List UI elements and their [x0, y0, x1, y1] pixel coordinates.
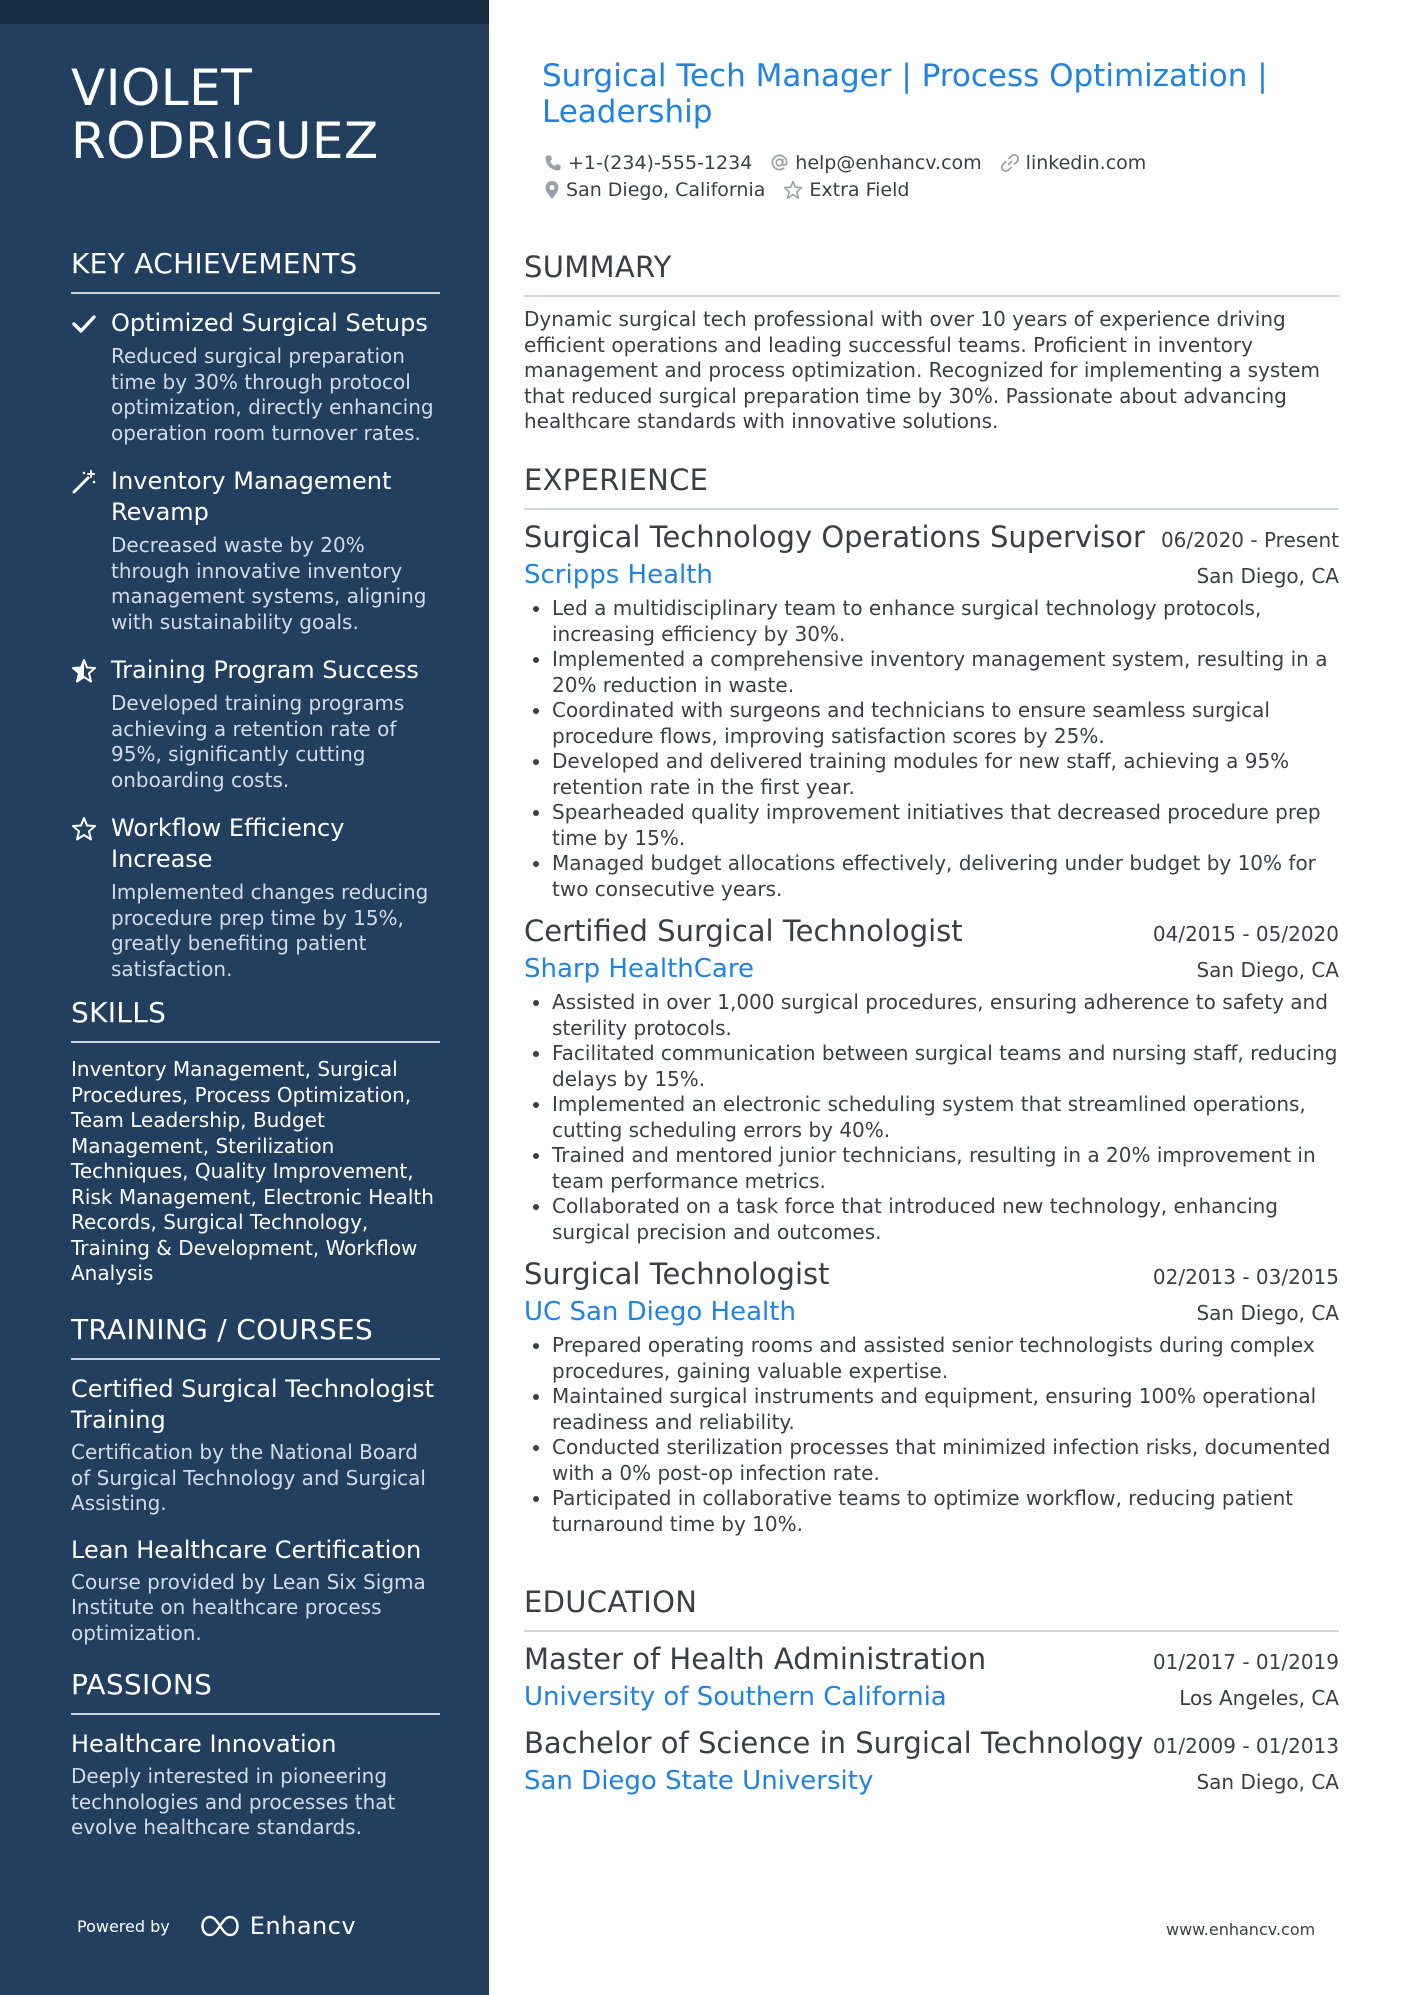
- contact-email[interactable]: [770, 152, 981, 174]
- extra-field-text: Extra Field: [809, 178, 910, 201]
- footer-url[interactable]: www.enhancv.com: [1166, 1920, 1316, 1939]
- key-achievements-heading: KEY ACHIEVEMENTS: [71, 247, 440, 294]
- achievement-title: Inventory Management Revamp: [111, 467, 392, 526]
- contact-info: [544, 149, 1284, 203]
- degree: Master of Health Administration: [524, 1642, 987, 1676]
- job-bullet: • Coordinated with surgeons and technicians to ensure seamless surgical procedure flows, improving satisfaction scores by 25%.: [552, 698, 1339, 749]
- contact-extra: [783, 179, 909, 201]
- achievement-desc: Developed training programs achieving a retention rate of 95%, significantly cutting onboarding costs.: [111, 691, 405, 792]
- link-icon: [1000, 153, 1020, 173]
- job-entry: [524, 1257, 1339, 1537]
- job-company: Scripps Health: [524, 560, 713, 590]
- job-bullet: • Implemented an electronic scheduling system that streamlined operations, cutting scheduling errors by 40%.: [552, 1092, 1339, 1143]
- enhancv-brand: Enhancv: [249, 1912, 357, 1940]
- achievement-item: [71, 813, 440, 982]
- achievement-desc: Reduced surgical preparation time by 30% through protocol optimization, directly enhancing operation room turnover rates.: [111, 344, 434, 445]
- job-entry: [524, 914, 1339, 1245]
- job-location: San Diego, CA: [1196, 564, 1339, 588]
- at-icon: [770, 153, 789, 172]
- star-half-icon: [71, 658, 97, 684]
- job-bullet: • Prepared operating rooms and assisted senior technologists during complex procedures, gaining valuable expertise.: [552, 1333, 1339, 1384]
- achievement-item: [71, 308, 440, 446]
- achievement-title: Optimized Surgical Setups: [111, 309, 428, 337]
- email-text: help@enhancv.com: [795, 151, 982, 174]
- education-entry: [524, 1642, 1339, 1712]
- achievement-desc: Decreased waste by 20% through innovative inventory management systems, aligning with sustainability goals.: [111, 533, 427, 634]
- education-dates: 01/2017 - 01/2019: [1152, 1650, 1339, 1674]
- job-location: San Diego, CA: [1196, 1301, 1339, 1325]
- training-desc: Course provided by Lean Six Sigma Institute on healthcare process optimization.: [71, 1569, 426, 1645]
- training-desc: Certification by the National Board of Surgical Technology and Surgical Assisting.: [71, 1440, 426, 1515]
- training-item: [71, 1535, 440, 1647]
- skills-section: [71, 996, 440, 1287]
- job-bullets: [524, 990, 1339, 1245]
- contact-location: [544, 179, 765, 201]
- training-section: [71, 1313, 440, 1664]
- powered-by: [77, 1912, 356, 1940]
- job-bullet: • Managed budget allocations effectively, delivering under budget by 10% for two consecutive years.: [552, 851, 1339, 902]
- skills-heading: SKILLS: [71, 996, 440, 1043]
- magic-wand-icon: [71, 469, 97, 495]
- key-achievements-section: [71, 247, 440, 1002]
- job-bullet: • Facilitated communication between surgical teams and nursing staff, reducing delays by 15%.: [552, 1041, 1339, 1092]
- job-bullet: • Implemented a comprehensive inventory management system, resulting in a 20% reduction in waste.: [552, 647, 1339, 698]
- job-bullets: [524, 596, 1339, 902]
- school-location: Los Angeles, CA: [1179, 1686, 1339, 1710]
- main-content: [524, 0, 1339, 1995]
- contact-linkedin[interactable]: [1000, 152, 1147, 174]
- phone-icon: [544, 154, 562, 172]
- school-location: San Diego, CA: [1196, 1770, 1339, 1794]
- last-name: RODRIGUEZ: [71, 112, 379, 170]
- experience-section: [524, 463, 1339, 1549]
- job-title: Surgical Technologist: [524, 1257, 830, 1291]
- summary-text: Dynamic surgical tech professional with over 10 years of experience driving efficient operations and leading successful teams. Proficient in inventory management and process optimization. Recognized for implementing a system that reduced surgical preparation time by 30%. Passionate about advancing healthcare standards with innovative solutions.: [524, 307, 1320, 433]
- job-bullet: • Trained and mentored junior technicians, resulting in a 20% improvement in team performance metrics.: [552, 1143, 1339, 1194]
- training-title: Certified Surgical Technologist Training: [71, 1375, 435, 1434]
- education-heading: EDUCATION: [524, 1585, 1339, 1632]
- experience-heading: EXPERIENCE: [524, 463, 1339, 510]
- headline: Surgical Tech Manager | Process Optimization | Leadership: [542, 58, 1268, 130]
- first-name: VIOLET: [71, 59, 253, 117]
- job-bullet: • Led a multidisciplinary team to enhance surgical technology protocols, increasing efficiency by 30%.: [552, 596, 1339, 647]
- job-title: Certified Surgical Technologist: [524, 914, 963, 948]
- sidebar: [0, 0, 489, 1995]
- linkedin-text: linkedin.com: [1025, 151, 1147, 174]
- achievement-title: Workflow Efficiency Increase: [111, 814, 345, 873]
- passion-desc: Deeply interested in pioneering technologies and processes that evolve healthcare standards.: [71, 1764, 396, 1839]
- education-dates: 01/2009 - 01/2013: [1152, 1734, 1339, 1758]
- candidate-name: [71, 59, 451, 170]
- location-text: San Diego, California: [566, 178, 766, 201]
- school: University of Southern California: [524, 1682, 947, 1712]
- passions-heading: PASSIONS: [71, 1668, 440, 1715]
- training-item: [71, 1374, 440, 1517]
- job-bullet: • Developed and delivered training modules for new staff, achieving a 95% retention rate in the first year.: [552, 749, 1339, 800]
- achievement-title: Training Program Success: [111, 656, 419, 684]
- skills-list: Inventory Management, Surgical Procedures, Process Optimization, Team Leadership, Budget Management, Sterilization Techniques, Quality Improvement, Risk Management, Electronic Health Records, Surgical Technology, Training & Development, Workflow Analysis: [71, 1057, 434, 1285]
- training-heading: TRAINING / COURSES: [71, 1313, 440, 1360]
- job-company: Sharp HealthCare: [524, 954, 754, 984]
- school: San Diego State University: [524, 1766, 874, 1796]
- star-outline-icon: [783, 180, 803, 200]
- job-location: San Diego, CA: [1196, 958, 1339, 982]
- check-icon: [71, 311, 97, 337]
- job-bullet: • Conducted sterilization processes that minimized infection risks, documented with a 0% post-op infection rate.: [552, 1435, 1339, 1486]
- powered-by-label: Powered by: [77, 1916, 170, 1936]
- enhancv-logo-icon: [196, 1913, 244, 1939]
- sidebar-top-band: [0, 0, 489, 24]
- job-title: Surgical Technology Operations Supervisor: [524, 520, 1145, 554]
- passion-title: Healthcare Innovation: [71, 1730, 337, 1758]
- summary-section: [524, 250, 1339, 435]
- education-entry: [524, 1726, 1339, 1796]
- summary-heading: SUMMARY: [524, 250, 1339, 297]
- job-bullet: • Assisted in over 1,000 surgical procedures, ensuring adherence to safety and sterility protocols.: [552, 990, 1339, 1041]
- star-outline-icon: [71, 816, 97, 842]
- education-section: [524, 1585, 1339, 1810]
- achievement-item: [71, 466, 440, 635]
- job-bullet: • Participated in collaborative teams to optimize workflow, reducing patient turnaround time by 10%.: [552, 1486, 1339, 1537]
- job-dates: 04/2015 - 05/2020: [1152, 922, 1339, 946]
- achievement-desc: Implemented changes reducing procedure prep time by 15%, greatly benefiting patient satisfaction.: [111, 880, 429, 981]
- job-bullet: • Collaborated on a task force that introduced new technology, enhancing surgical precision and outcomes.: [552, 1194, 1339, 1245]
- location-pin-icon: [544, 180, 560, 200]
- job-entry: [524, 520, 1339, 902]
- job-bullet: • Spearheaded quality improvement initiatives that decreased procedure prep time by 15%.: [552, 800, 1339, 851]
- passions-section: [71, 1668, 440, 1859]
- job-bullet: • Maintained surgical instruments and equipment, ensuring 100% operational readiness and reliability.: [552, 1384, 1339, 1435]
- job-company: UC San Diego Health: [524, 1297, 796, 1327]
- contact-phone[interactable]: [544, 152, 752, 174]
- achievement-item: [71, 655, 440, 793]
- phone-text: +1-(234)-555-1234: [568, 151, 753, 174]
- job-dates: 06/2020 - Present: [1160, 528, 1339, 552]
- passion-item: [71, 1729, 440, 1841]
- job-dates: 02/2013 - 03/2015: [1152, 1265, 1339, 1289]
- job-bullets: [524, 1333, 1339, 1537]
- degree: Bachelor of Science in Surgical Technology: [524, 1726, 1144, 1760]
- training-title: Lean Healthcare Certification: [71, 1535, 422, 1564]
